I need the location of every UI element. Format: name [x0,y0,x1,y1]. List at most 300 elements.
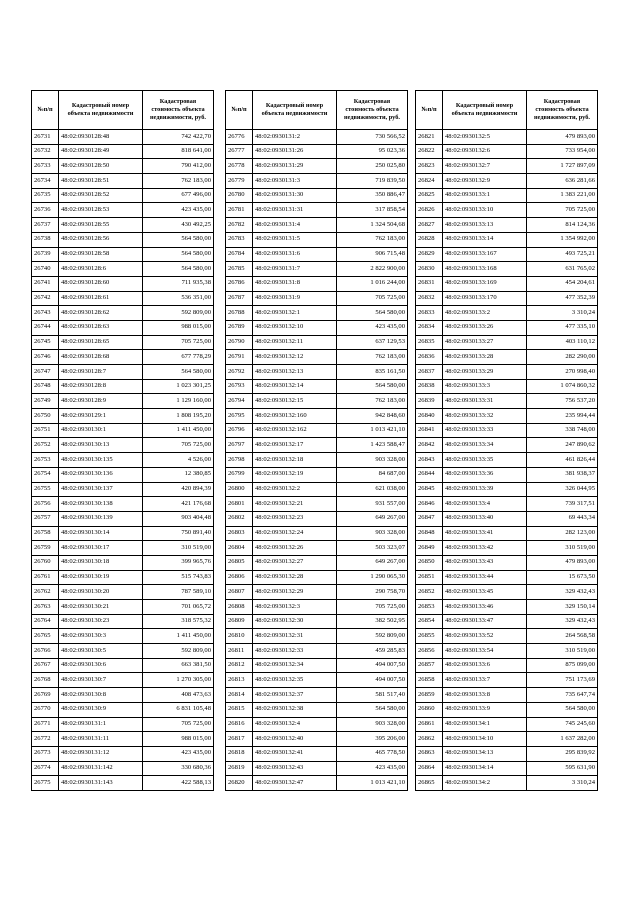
cadastral-value: 4 526,00 [143,453,214,468]
cadastral-value: 421 176,68 [143,497,214,512]
row-number: 26775 [32,776,59,791]
table-row [226,776,408,791]
row-number: 26818 [226,746,253,761]
cadastral-value: 564 580,00 [337,702,408,717]
cadastral-value: 762 183,00 [143,174,214,189]
cadastral-number: 48:02:0930131:1 [59,717,143,732]
row-number: 26768 [32,673,59,688]
table-row [32,203,214,218]
table-row [32,276,214,291]
cadastral-value: 735 647,74 [527,688,598,703]
table-row [416,688,598,703]
cadastral-value: 750 891,40 [143,526,214,541]
table-row [226,306,408,321]
cadastral-value: 69 443,34 [527,511,598,526]
row-number: 26829 [416,247,443,262]
cadastral-number: 48:02:0930130:8 [59,688,143,703]
table-row [416,438,598,453]
table-row [226,203,408,218]
table-row [32,702,214,717]
table-row [32,746,214,761]
cadastral-number: 48:02:0930132:17 [253,438,337,453]
cadastral-value: 317 858,54 [337,203,408,218]
cadastral-number: 48:02:0930129:1 [59,409,143,424]
table-row [416,320,598,335]
cadastral-value: 931 557,00 [337,497,408,512]
row-number: 26796 [226,423,253,438]
table-row [416,409,598,424]
cadastral-value: 564 580,00 [143,232,214,247]
table-row [416,159,598,174]
row-number: 26800 [226,482,253,497]
cadastral-value: 422 588,13 [143,776,214,791]
row-number: 26804 [226,541,253,556]
cadastral-value: 329 432,43 [527,585,598,600]
table-row [32,673,214,688]
table-row [32,614,214,629]
cadastral-number: 48:02:0930128:51 [59,174,143,189]
cadastral-value: 705 725,00 [527,203,598,218]
row-number: 26811 [226,644,253,659]
table-row [32,526,214,541]
row-number: 26856 [416,644,443,659]
cadastral-number: 48:02:0930130:139 [59,511,143,526]
row-number: 26772 [32,732,59,747]
row-number: 26865 [416,776,443,791]
cadastral-number: 48:02:0930133:10 [443,203,527,218]
cadastral-value: 395 206,00 [337,732,408,747]
cadastral-value: 493 725,21 [527,247,598,262]
table-row [32,688,214,703]
cadastral-value: 465 778,50 [337,746,408,761]
table-row [32,247,214,262]
table-row [226,482,408,497]
table-row [416,232,598,247]
table-row [32,335,214,350]
table-row [226,658,408,673]
cadastral-number: 48:02:0930132:10 [253,320,337,335]
cadastral-value: 1 808 195,20 [143,409,214,424]
row-number: 26763 [32,600,59,615]
row-number: 26740 [32,262,59,277]
row-number: 26827 [416,218,443,233]
cadastral-value: 906 715,48 [337,247,408,262]
row-number: 26815 [226,702,253,717]
cadastral-number: 48:02:0930131:30 [253,188,337,203]
cadastral-value: 564 580,00 [337,306,408,321]
row-number: 26802 [226,511,253,526]
row-number: 26837 [416,365,443,380]
header-row [226,91,408,130]
cadastral-value: 454 204,61 [527,276,598,291]
table-row [226,159,408,174]
row-number: 26862 [416,732,443,747]
table-row [32,658,214,673]
row-number: 26822 [416,144,443,159]
cadastral-number: 48:02:0930128:55 [59,218,143,233]
cadastral-number: 48:02:0930132:3 [253,600,337,615]
cadastral-value: 1 013 421,10 [337,423,408,438]
cadastral-value: 711 935,38 [143,276,214,291]
row-number: 26745 [32,335,59,350]
row-number: 26858 [416,673,443,688]
cadastral-number: 48:02:0930133:9 [443,702,527,717]
row-number: 26850 [416,555,443,570]
table-row [226,541,408,556]
row-number: 26787 [226,291,253,306]
cadastral-value: 677 496,00 [143,188,214,203]
row-number: 26831 [416,276,443,291]
table-row [32,776,214,791]
row-number: 26734 [32,174,59,189]
cadastral-value: 903 328,00 [337,526,408,541]
row-number: 26836 [416,350,443,365]
cadastral-number: 48:02:0930128:61 [59,291,143,306]
header-row [416,91,598,130]
cadastral-value: 536 351,00 [143,291,214,306]
table-row [226,614,408,629]
cadastral-number: 48:02:0930132:13 [253,365,337,380]
row-number: 26764 [32,614,59,629]
table-row [226,144,408,159]
cadastral-number: 48:02:0930131:5 [253,232,337,247]
cadastral-number: 48:02:0930133:169 [443,276,527,291]
cadastral-number: 48:02:0930133:40 [443,511,527,526]
row-number: 26744 [32,320,59,335]
row-number: 26759 [32,541,59,556]
registry-table-2 [225,90,408,791]
table-row [32,482,214,497]
row-number: 26776 [226,130,253,145]
row-number: 26773 [32,746,59,761]
row-number: 26737 [32,218,59,233]
cadastral-number: 48:02:0930133:3 [443,379,527,394]
table-row [32,438,214,453]
row-number: 26838 [416,379,443,394]
cadastral-number: 48:02:0930133:1 [443,188,527,203]
cadastral-number: 48:02:0930133:52 [443,629,527,644]
cadastral-value: 350 886,47 [337,188,408,203]
cadastral-number: 48:02:0930132:12 [253,350,337,365]
table-row [32,497,214,512]
cadastral-number: 48:02:0930128:56 [59,232,143,247]
cadastral-number: 48:02:0930132:26 [253,541,337,556]
cadastral-number: 48:02:0930128:50 [59,159,143,174]
row-number: 26756 [32,497,59,512]
cadastral-value: 423 435,00 [337,761,408,776]
cadastral-value: 479 893,00 [527,555,598,570]
table-row [416,776,598,791]
cadastral-value: 677 778,29 [143,350,214,365]
cadastral-number: 48:02:0930128:62 [59,306,143,321]
cadastral-number: 48:02:0930133:32 [443,409,527,424]
cadastral-number: 48:02:0930128:60 [59,276,143,291]
row-number: 26780 [226,188,253,203]
cadastral-value: 903 328,00 [337,717,408,732]
cadastral-number: 48:02:0930128:48 [59,130,143,145]
table-row [32,555,214,570]
cadastral-number: 48:02:0930132:31 [253,629,337,644]
table-row [226,350,408,365]
table-row [32,732,214,747]
row-number: 26816 [226,717,253,732]
table-row [226,570,408,585]
cadastral-number: 48:02:0930134:1 [443,717,527,732]
row-number: 26732 [32,144,59,159]
cadastral-value: 295 839,92 [527,746,598,761]
cadastral-value: 6 831 105,48 [143,702,214,717]
row-number: 26736 [32,203,59,218]
cadastral-value: 745 245,60 [527,717,598,732]
table-row [416,262,598,277]
cadastral-number: 48:02:0930130:5 [59,644,143,659]
table-row [32,130,214,145]
cadastral-value: 1 290 065,30 [337,570,408,585]
cadastral-value: 1 324 504,68 [337,218,408,233]
row-number: 26774 [32,761,59,776]
table-row [226,746,408,761]
cadastral-value: 903 404,48 [143,511,214,526]
row-number: 26783 [226,232,253,247]
cadastral-number: 48:02:0930132:7 [443,159,527,174]
row-number: 26853 [416,600,443,615]
row-number: 26819 [226,761,253,776]
table-row [226,673,408,688]
cadastral-number: 48:02:0930128:63 [59,320,143,335]
table-row [226,644,408,659]
cadastral-value: 95 023,36 [337,144,408,159]
table-row [226,702,408,717]
cadastral-value: 705 725,00 [143,438,214,453]
row-number: 26810 [226,629,253,644]
cadastral-value: 494 007,50 [337,673,408,688]
cadastral-number: 48:02:0930133:26 [443,320,527,335]
cadastral-number: 48:02:0930132:1 [253,306,337,321]
row-number: 26817 [226,732,253,747]
cadastral-value: 631 765,02 [527,262,598,277]
row-number: 26820 [226,776,253,791]
table-row [32,159,214,174]
row-number: 26751 [32,423,59,438]
cadastral-value: 329 432,43 [527,614,598,629]
row-number: 26782 [226,218,253,233]
row-number: 26803 [226,526,253,541]
registry-table-1 [31,90,214,791]
table-row [226,453,408,468]
cadastral-number: 48:02:0930133:28 [443,350,527,365]
row-number: 26755 [32,482,59,497]
row-number: 26788 [226,306,253,321]
row-number: 26840 [416,409,443,424]
cadastral-value: 705 725,00 [143,717,214,732]
cadastral-number: 48:02:0930132:28 [253,570,337,585]
table-row [226,511,408,526]
cadastral-value: 477 335,10 [527,320,598,335]
table-row [32,306,214,321]
table-row [32,144,214,159]
table-row [226,291,408,306]
table-row [32,761,214,776]
cadastral-number: 48:02:0930133:33 [443,423,527,438]
row-number: 26770 [32,702,59,717]
row-number: 26824 [416,174,443,189]
cadastral-number: 48:02:0930130:3 [59,629,143,644]
cadastral-number: 48:02:0930132:43 [253,761,337,776]
cadastral-value: 1 074 860,32 [527,379,598,394]
cadastral-number: 48:02:0930133:31 [443,394,527,409]
table-row [416,335,598,350]
cadastral-value: 423 435,00 [143,203,214,218]
cadastral-number: 48:02:0930130:136 [59,467,143,482]
table-row [32,394,214,409]
cadastral-value: 250 025,80 [337,159,408,174]
cadastral-value: 461 826,44 [527,453,598,468]
cadastral-value: 739 317,51 [527,497,598,512]
cadastral-number: 48:02:0930133:170 [443,291,527,306]
row-number: 26805 [226,555,253,570]
cadastral-value: 751 173,69 [527,673,598,688]
table-row [416,658,598,673]
cadastral-number: 48:02:0930130:23 [59,614,143,629]
cadastral-value: 477 352,39 [527,291,598,306]
table-row [416,526,598,541]
cadastral-value: 1 016 244,00 [337,276,408,291]
row-number: 26743 [32,306,59,321]
cadastral-value: 329 150,14 [527,600,598,615]
cadastral-value: 2 822 900,00 [337,262,408,277]
cadastral-number: 48:02:0930132:9 [443,174,527,189]
row-number: 26750 [32,409,59,424]
cadastral-number: 48:02:0930130:7 [59,673,143,688]
cadastral-value: 310 519,00 [527,541,598,556]
cadastral-number: 48:02:0930128:7 [59,365,143,380]
cadastral-number: 48:02:0930132:38 [253,702,337,717]
table-row [226,629,408,644]
row-number: 26765 [32,629,59,644]
row-number: 26784 [226,247,253,262]
cadastral-number: 48:02:0930133:14 [443,232,527,247]
cadastral-value: 247 890,62 [527,438,598,453]
cadastral-value: 705 725,00 [143,335,214,350]
cadastral-value: 338 748,00 [527,423,598,438]
cadastral-value: 403 110,12 [527,335,598,350]
cadastral-number: 48:02:0930130:17 [59,541,143,556]
cadastral-number: 48:02:0930131:6 [253,247,337,262]
row-number: 26792 [226,365,253,380]
cadastral-number: 48:02:0930130:1 [59,423,143,438]
cadastral-value: 310 519,00 [527,644,598,659]
table-row [226,130,408,145]
cadastral-number: 48:02:0930128:58 [59,247,143,262]
cadastral-value: 942 848,60 [337,409,408,424]
table-row [416,644,598,659]
cadastral-value: 3 310,24 [527,776,598,791]
cadastral-number: 48:02:0930128:52 [59,188,143,203]
cadastral-value: 595 631,90 [527,761,598,776]
cadastral-value: 310 519,00 [143,541,214,556]
table-row [226,409,408,424]
cadastral-value: 318 575,32 [143,614,214,629]
cadastral-number: 48:02:0930131:4 [253,218,337,233]
cadastral-number: 48:02:0930131:12 [59,746,143,761]
cadastral-number: 48:02:0930133:36 [443,467,527,482]
table-row [416,482,598,497]
table-row [416,511,598,526]
cadastral-number: 48:02:0930130:19 [59,570,143,585]
cadastral-number: 48:02:0930132:19 [253,467,337,482]
row-number: 26778 [226,159,253,174]
cadastral-number: 48:02:0930130:13 [59,438,143,453]
row-number: 26851 [416,570,443,585]
row-number: 26760 [32,555,59,570]
header-cadastral-value: Кадастровая стоимость объекта недвижимости, руб. [527,91,598,130]
row-number: 26859 [416,688,443,703]
table-row [416,379,598,394]
table-row [416,555,598,570]
table-row [416,585,598,600]
row-number: 26781 [226,203,253,218]
table-row [32,188,214,203]
row-number: 26835 [416,335,443,350]
cadastral-value: 730 566,52 [337,130,408,145]
table-row [416,614,598,629]
cadastral-number: 48:02:0930132:21 [253,497,337,512]
table-row [226,335,408,350]
row-number: 26849 [416,541,443,556]
table-row [226,262,408,277]
row-number: 26861 [416,717,443,732]
cadastral-value: 423 435,00 [337,320,408,335]
row-number: 26767 [32,658,59,673]
row-number: 26790 [226,335,253,350]
cadastral-number: 48:02:0930132:41 [253,746,337,761]
table-row [416,497,598,512]
row-number: 26839 [416,394,443,409]
row-number: 26731 [32,130,59,145]
row-number: 26797 [226,438,253,453]
table-row [226,218,408,233]
cadastral-value: 649 267,00 [337,555,408,570]
cadastral-number: 48:02:0930128:49 [59,144,143,159]
cadastral-number: 48:02:0930132:160 [253,409,337,424]
cadastral-number: 48:02:0930130:21 [59,600,143,615]
table-row [416,130,598,145]
cadastral-number: 48:02:0930133:168 [443,262,527,277]
table-row [416,600,598,615]
cadastral-number: 48:02:0930132:40 [253,732,337,747]
cadastral-value: 719 839,50 [337,174,408,189]
row-number: 26799 [226,467,253,482]
cadastral-number: 48:02:0930130:18 [59,555,143,570]
cadastral-number: 48:02:0930131:3 [253,174,337,189]
cadastral-number: 48:02:0930132:11 [253,335,337,350]
cadastral-number: 48:02:0930132:30 [253,614,337,629]
table-row [32,262,214,277]
header-cadastral-number: Кадастровый номер объекта недвижимости [443,91,527,130]
cadastral-number: 48:02:0930131:2 [253,130,337,145]
cadastral-value: 903 328,00 [337,453,408,468]
header-cadastral-number: Кадастровый номер объекта недвижимости [59,91,143,130]
row-number: 26769 [32,688,59,703]
cadastral-value: 733 954,00 [527,144,598,159]
cadastral-number: 48:02:0930133:43 [443,555,527,570]
row-number: 26761 [32,570,59,585]
cadastral-number: 48:02:0930132:33 [253,644,337,659]
cadastral-value: 592 809,00 [143,306,214,321]
row-number: 26813 [226,673,253,688]
cadastral-value: 290 758,70 [337,585,408,600]
table-row [32,717,214,732]
